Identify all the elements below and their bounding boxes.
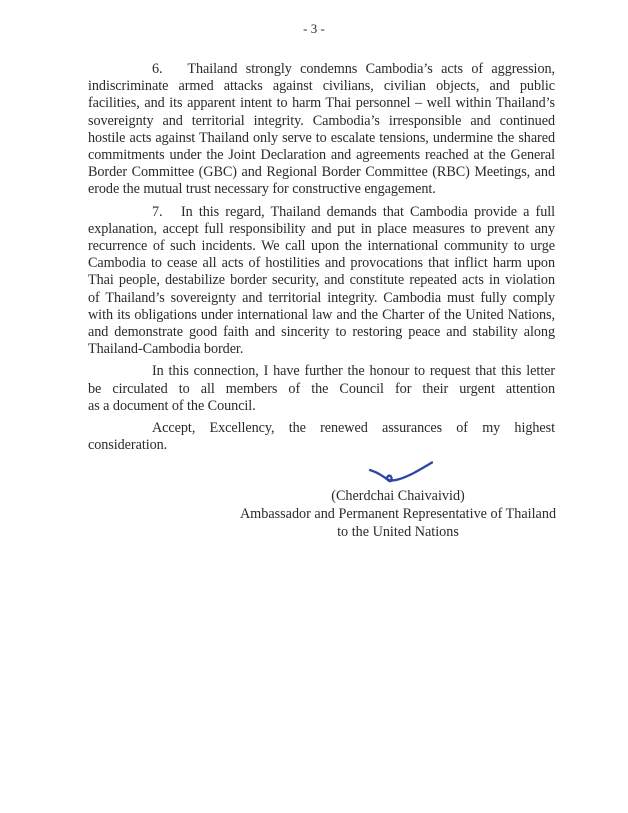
letter-line: Accept, Excellency, the renewed assurances of my highest xyxy=(152,420,555,437)
letter-line: erode the mutual trust necessary for constructive engagement. xyxy=(88,181,436,198)
letter-line: as a document of the Council. xyxy=(88,397,256,414)
letter-line: indiscriminate armed attacks against civilians, civilian objects, and public xyxy=(88,78,555,95)
letter-body xyxy=(88,61,555,459)
letter-line: 7. In this regard, Thailand demands that Cambodia provide a full xyxy=(152,203,555,220)
letter-line: Thailand-Cambodia border. xyxy=(88,341,244,358)
letter-line: Thai people, destabilize border security, and constitute repeated acts in violation xyxy=(88,272,555,289)
paragraph-6 xyxy=(88,61,555,199)
letter-line: with its obligations under international law and the Charter of the United Nations, xyxy=(88,306,555,323)
letter-line: 6. Thailand strongly condemns Cambodia’s acts of aggression, xyxy=(152,61,555,77)
letter-line: consideration. xyxy=(88,437,168,454)
letter-line: hostile acts against Thailand only serve to escalate tensions, undermine the shared xyxy=(88,129,555,146)
letter-line: be circulated to all members of the Council for their urgent attention xyxy=(88,380,555,397)
signatory-title-line-2: to the United Nations xyxy=(337,524,459,541)
paragraph-7 xyxy=(88,204,555,359)
letter-line: of Thailand’s sovereignty and territorial integrity. Cambodia must fully comply xyxy=(88,289,555,306)
letter-line: Border Committee (GBC) and Regional Border Committee (RBC) Meetings, and xyxy=(88,164,555,181)
signatory-name: (Cherdchai Chaivaivid) xyxy=(331,488,465,504)
paragraph-closing xyxy=(88,420,555,454)
handwritten-signature-ink xyxy=(358,452,443,490)
letter-line: facilities, and its apparent intent to harm Thai personnel – well within Thailand’s xyxy=(88,95,555,112)
letter-line: Cambodia to cease all acts of hostilities and provocations that inflict harm upon xyxy=(88,255,555,272)
paragraph-circulation-request xyxy=(88,363,555,415)
letter-line: sovereignty and territorial integrity. Cambodia’s irresponsible and continued xyxy=(88,112,555,129)
letter-line: and demonstrate good faith and sincerity to restoring peace and stability along xyxy=(88,324,555,341)
signature-stroke xyxy=(370,463,432,482)
letter-line: In this connection, I have further the honour to request that this letter xyxy=(152,363,555,380)
signature-block xyxy=(208,487,588,542)
page-number: - 3 - xyxy=(303,21,325,36)
letter-line: explanation, accept full responsibility and put in place measures to prevent any xyxy=(88,220,555,237)
signatory-title-line-1: Ambassador and Permanent Representative of Thailand xyxy=(239,506,557,523)
letter-line: recurrence of such incidents. We call upon the international community to urge xyxy=(88,238,555,255)
letter-line: commitments under the Joint Declaration and agreements reached at the General xyxy=(88,147,555,164)
